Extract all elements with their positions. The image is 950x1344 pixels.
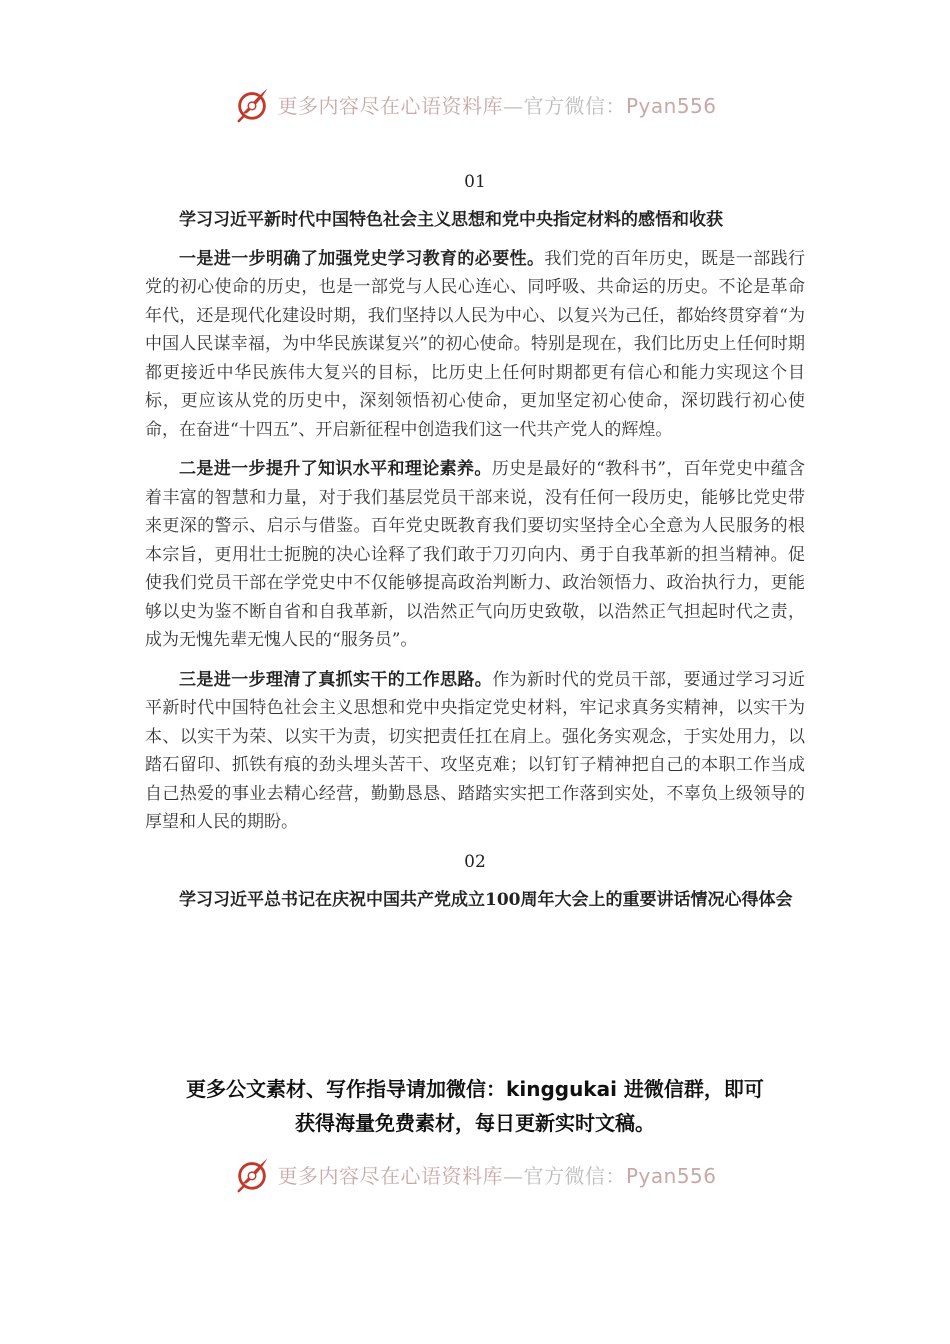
promo-notice: [120, 1072, 830, 1140]
banner-text: [277, 90, 716, 119]
paragraph-2-lead: 二是进一步提升了知识水平和理论素养。: [179, 459, 492, 479]
paragraph-2: [145, 455, 805, 655]
header-watermark-banner: [0, 80, 950, 128]
promo-line-2: 获得海量免费素材，每日更新实时文稿。: [295, 1111, 655, 1135]
banner-wechat-id: Pyan556: [625, 1163, 717, 1188]
promo-line-1: 更多公文素材、写作指导请加微信：kinggukai 进微信群，即可: [186, 1077, 764, 1101]
paragraph-3-body: 作为新时代的党员干部，要通过学习习近平新时代中国特色社会主义思想和党中央指定党史材料，牢记求真务实精神，以实干为本、以实干为荣、以实干为责，切实把责任扛在肩上。强化务实观念，于实处用力，以踏石留印、抓铁有痕的劲头埋头苦干、攻坚克难；以钉钉子精神把自己的本职工作当成自己热爱的事业去精心经营，勤勤恳恳、踏踏实实把工作落到实处，不辜负上级领导的厚望和人民的期盼。: [145, 669, 806, 832]
banner-dash: —: [502, 93, 524, 118]
paragraph-1-body: 我们党的百年历史，既是一部践行党的初心使命的历史，也是一部党与人民心连心、同呼吸、共命运的历史。不论是革命年代，还是现代化建设时期，我们坚持以人民为中心、以复兴为己任，都始终贯穿着“为中国人民谋幸福，为中华民族谋复兴”的初心使命。特别是现在，我们比历史上任何时期都更接近中华民族伟大复兴的目标，比历史上任何时期都更有信心和能力实现这个目标，更应该从党的历史中，深刻领悟初心使命，更加坚定初心使命，深切践行初心使命，在奋进“十四五”、开启新征程中创造我们这一代共产党人的辉煌。: [145, 248, 806, 440]
banner-wechat-id: Pyan556: [625, 93, 717, 118]
section-number-01: 01: [464, 172, 486, 192]
paragraph-3-lead: 三是进一步理清了真抓实干的工作思路。: [179, 669, 493, 690]
banner-dash: —: [502, 1163, 524, 1188]
paragraph-1-lead: 一是进一步明确了加强党史学习教育的必要性。: [179, 248, 545, 269]
banner-main-text: 更多内容尽在心语资料库: [277, 1163, 503, 1188]
paragraph-3: [145, 666, 805, 837]
banner-text: [277, 1160, 716, 1189]
banner-main-text: 更多内容尽在心语资料库: [277, 93, 503, 118]
quill-logo-icon: [233, 85, 271, 123]
footer-watermark-banner: [0, 1150, 950, 1198]
quill-logo-icon: [233, 1155, 271, 1193]
paragraph-2-body: 历史是最好的“教科书”，百年党史中蕴含着丰富的智慧和力量，对于我们基层党员干部来说，没有任何一段历史，能够比党史带来更深的警示、启示与借鉴。百年党史既教育我们要切实坚持全心全意为人民服务的根本宗旨，更用壮士扼腕的决心诠释了我们敢于刀刃向内、勇于自我革新的担当精神。促使我们党员干部在学党史中不仅能够提高政治判断力、政治领悟力、政治执行力，更能够以史为鉴不断自省和自我革新，以浩然正气向历史致敬，以浩然正气担起时代之责，成为无愧先辈无愧人民的“服务员”。: [145, 459, 805, 650]
banner-wechat-label: 官方微信：: [523, 93, 626, 118]
section-number-02: 02: [464, 851, 486, 872]
section-title-02: 学习习近平总书记在庆祝中国共产党成立100周年大会上的重要讲话情况心得体会: [179, 889, 793, 910]
document-body: [145, 168, 805, 924]
section-title-01: 学习习近平新时代中国特色社会主义思想和党中央指定材料的感悟和收获: [179, 210, 723, 230]
banner-wechat-label: 官方微信：: [523, 1163, 626, 1188]
paragraph-1: [145, 245, 805, 445]
